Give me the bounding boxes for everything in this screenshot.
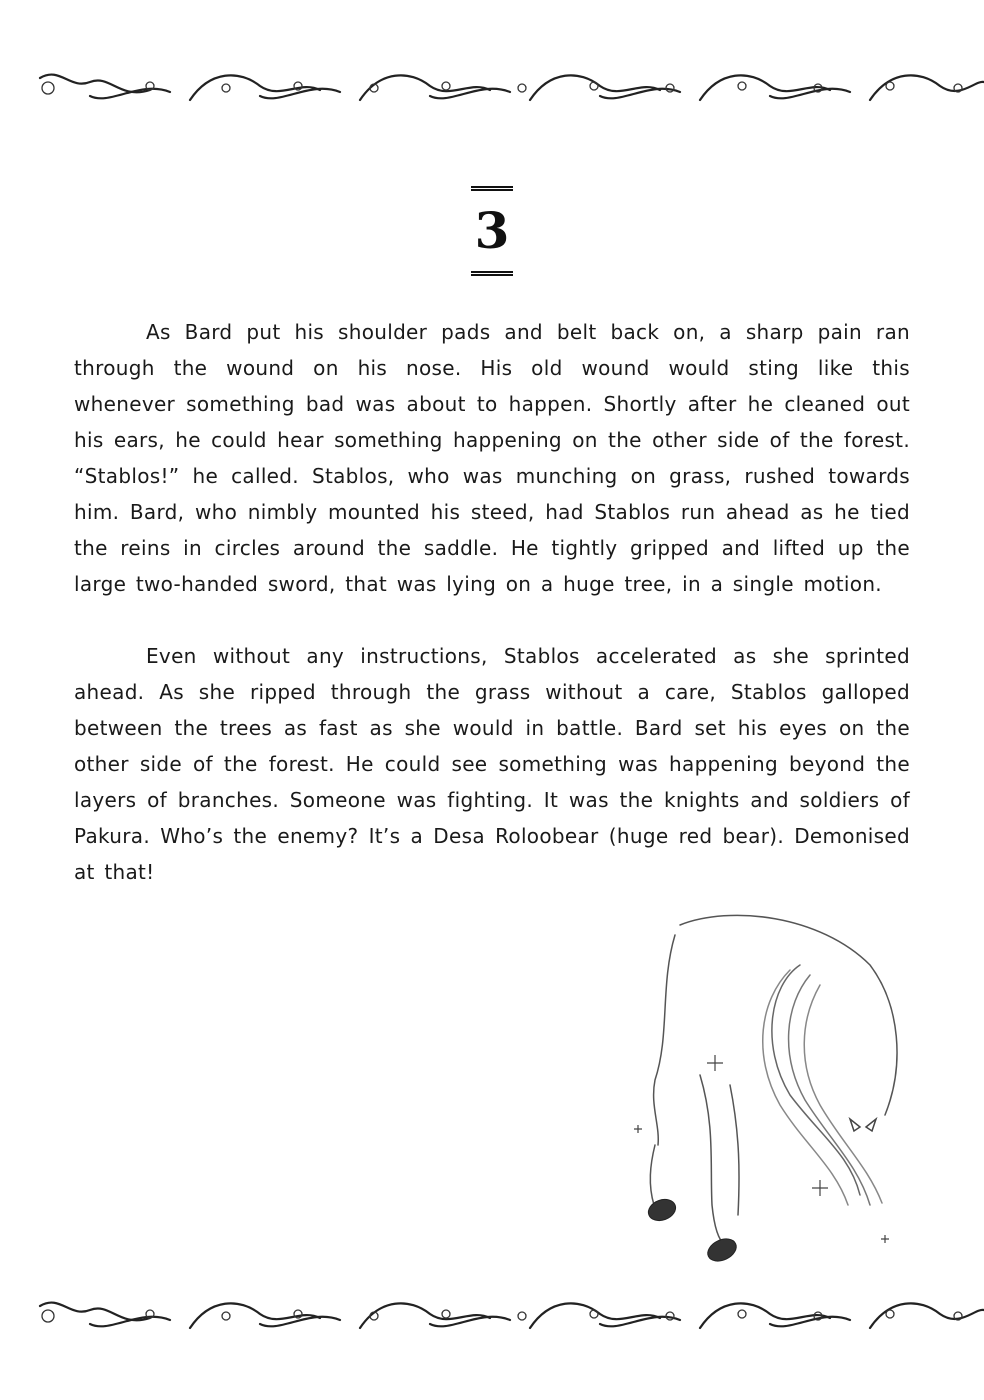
- horse-sketch-art: [620, 905, 920, 1265]
- chapter-heading: [0, 186, 984, 276]
- paragraph-1: As Bard put his shoulder pads and belt back on, a sharp pain ran through the wound on his nose. His old wound would sting like this whenever something bad was about to happen. Shortly after he cleaned out his ears, he could hear something happening on the other side of the forest. “Stablos!” he called. Stablos, who was munching on grass, rushed towards him. Bard, who nimbly mounted his steed, had Stablos run ahead as he tied the reins in circles around the saddle. He tightly gripped and lifted up the large two-handed sword, that was lying on a huge tree, in a single motion.: [74, 320, 910, 596]
- chapter-rule-bottom: [471, 271, 513, 276]
- chapter-body: [74, 314, 910, 926]
- chapter-number: 3: [474, 201, 510, 260]
- vine-border-top-art: [0, 60, 984, 120]
- paragraph-2: Even without any instructions, Stablos accelerated as she sprinted ahead. As she ripped through the grass without a care, Stablos galloped between the trees as fast as she would in battle. Bard set his eyes on the other side of the forest. He could see something was happening beyond the layers of branches. Someone was fighting. It was the knights and soldiers of Pakura. Who’s the enemy? It’s a Desa Roloobear (huge red bear). Demonised at that!: [74, 644, 910, 884]
- vine-border-bottom-art: [0, 1288, 984, 1348]
- horse-illustration: [620, 905, 920, 1265]
- top-ornamental-border: [0, 60, 984, 120]
- chapter-rule-top: [471, 186, 513, 191]
- bottom-ornamental-border: [0, 1288, 984, 1348]
